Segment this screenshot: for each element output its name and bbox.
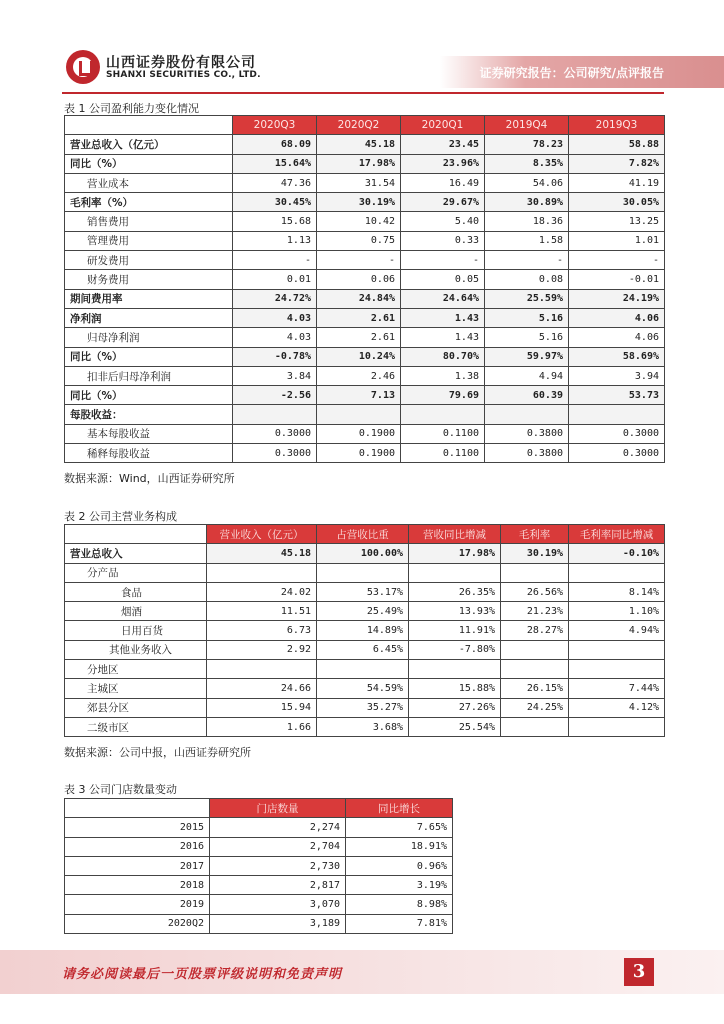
- page-number: 3: [624, 958, 654, 986]
- table-cell: 3,189: [210, 914, 346, 933]
- column-header: 毛利率: [501, 525, 569, 544]
- table-cell: 18.91%: [346, 837, 453, 856]
- row-label: 营业成本: [65, 173, 233, 192]
- row-label: 2017: [65, 856, 210, 875]
- row-label: 日用百货: [65, 621, 207, 640]
- table-row: [65, 328, 665, 347]
- row-label: 2019: [65, 895, 210, 914]
- table2-body: [65, 544, 665, 737]
- table-row: [65, 212, 665, 231]
- table-cell: 0.3800: [485, 424, 569, 443]
- table-cell: 1.43: [401, 308, 485, 327]
- table-cell: 6.73: [207, 621, 317, 640]
- table-cell: [501, 563, 569, 582]
- table-cell: 0.75: [317, 231, 401, 250]
- table3-caption: 表 3 公司门店数量变动: [64, 783, 177, 796]
- row-label: 同比（%）: [65, 347, 233, 366]
- table-cell: 23.45: [401, 135, 485, 154]
- row-label: 2018: [65, 876, 210, 895]
- table-cell: 5.16: [485, 308, 569, 327]
- table-cell: 29.67%: [401, 193, 485, 212]
- table-cell: 2,730: [210, 856, 346, 875]
- table-cell: 30.45%: [233, 193, 317, 212]
- column-header: 2019Q3: [569, 116, 665, 135]
- header-blank-cell: [65, 525, 207, 544]
- table-row: [65, 602, 665, 621]
- table-cell: 25.49%: [317, 602, 409, 621]
- table-cell: 26.56%: [501, 582, 569, 601]
- table-cell: 24.02: [207, 582, 317, 601]
- row-label: 2020Q2: [65, 914, 210, 933]
- table-cell: 1.66: [207, 717, 317, 736]
- table-cell: -: [401, 251, 485, 270]
- table-cell: [485, 405, 569, 424]
- row-label: 净利润: [65, 308, 233, 327]
- column-header: 门店数量: [210, 799, 346, 818]
- table-cell: 4.03: [233, 308, 317, 327]
- table-cell: 13.25: [569, 212, 665, 231]
- table-cell: 0.1900: [317, 424, 401, 443]
- table-row: [65, 660, 665, 679]
- company-name-en: SHANXI SECURITIES CO., LTD.: [106, 70, 261, 80]
- table-cell: [569, 660, 665, 679]
- table-cell: [569, 563, 665, 582]
- table-cell: 25.59%: [485, 289, 569, 308]
- table-cell: 5.40: [401, 212, 485, 231]
- table-cell: 3,070: [210, 895, 346, 914]
- table-cell: 31.54: [317, 173, 401, 192]
- table-cell: 3.94: [569, 366, 665, 385]
- table-cell: 4.94%: [569, 621, 665, 640]
- table-cell: 21.23%: [501, 602, 569, 621]
- table-cell: 60.39: [485, 386, 569, 405]
- table-cell: -7.80%: [409, 640, 501, 659]
- table-cell: 24.64%: [401, 289, 485, 308]
- column-header: 占营收比重: [317, 525, 409, 544]
- profitability-table: [64, 115, 665, 463]
- table-cell: 18.36: [485, 212, 569, 231]
- table-cell: 23.96%: [401, 154, 485, 173]
- row-label: 稀释每股收益: [65, 444, 233, 463]
- row-label: 研发费用: [65, 251, 233, 270]
- table-cell: 47.36: [233, 173, 317, 192]
- table-cell: 0.96%: [346, 856, 453, 875]
- table-row: [65, 386, 665, 405]
- table-cell: 1.10%: [569, 602, 665, 621]
- company-logo-icon: [66, 50, 100, 84]
- company-name-cn: 山西证券股份有限公司: [106, 55, 256, 71]
- table-cell: 1.38: [401, 366, 485, 385]
- table3-header-row: [65, 799, 453, 818]
- table-cell: -: [233, 251, 317, 270]
- table-cell: 4.12%: [569, 698, 665, 717]
- table-cell: 1.43: [401, 328, 485, 347]
- table-row: [65, 837, 453, 856]
- page-header: [0, 0, 724, 96]
- table-cell: -0.78%: [233, 347, 317, 366]
- table-cell: 53.73: [569, 386, 665, 405]
- table2-source: 数据来源：公司中报，山西证券研究所: [64, 746, 251, 759]
- table-cell: 1.58: [485, 231, 569, 250]
- table-row: [65, 154, 665, 173]
- row-label: 财务费用: [65, 270, 233, 289]
- table-cell: 0.06: [317, 270, 401, 289]
- table-cell: 45.18: [317, 135, 401, 154]
- row-label: 郊县分区: [65, 698, 207, 717]
- table-row: [65, 621, 665, 640]
- table-cell: 15.68: [233, 212, 317, 231]
- table-cell: 30.05%: [569, 193, 665, 212]
- table-cell: 24.66: [207, 679, 317, 698]
- row-label: 每股收益：: [65, 405, 233, 424]
- table-cell: -: [569, 251, 665, 270]
- table-cell: 80.70%: [401, 347, 485, 366]
- table-cell: 11.91%: [409, 621, 501, 640]
- row-label: 主城区: [65, 679, 207, 698]
- column-header: 营收同比增减: [409, 525, 501, 544]
- table-cell: [569, 405, 665, 424]
- table-cell: 68.09: [233, 135, 317, 154]
- disclaimer-text: 请务必阅读最后一页股票评级说明和免责声明: [62, 967, 343, 982]
- table-cell: 25.54%: [409, 717, 501, 736]
- table-cell: 10.24%: [317, 347, 401, 366]
- table-cell: 28.27%: [501, 621, 569, 640]
- table-cell: [569, 717, 665, 736]
- table-cell: [317, 660, 409, 679]
- table-cell: 2.61: [317, 308, 401, 327]
- table-cell: 41.19: [569, 173, 665, 192]
- row-label: 期间费用率: [65, 289, 233, 308]
- table-row: [65, 366, 665, 385]
- table-cell: 8.98%: [346, 895, 453, 914]
- table-row: [65, 405, 665, 424]
- table-row: [65, 679, 665, 698]
- table1-caption: 表 1 公司盈利能力变化情况: [64, 102, 199, 115]
- table2-header-row: [65, 525, 665, 544]
- table-cell: 26.15%: [501, 679, 569, 698]
- table-cell: [409, 660, 501, 679]
- table-cell: [317, 563, 409, 582]
- table-row: [65, 347, 665, 366]
- table-row: [65, 193, 665, 212]
- table-cell: 11.51: [207, 602, 317, 621]
- table-cell: 35.27%: [317, 698, 409, 717]
- table-cell: 4.06: [569, 328, 665, 347]
- table-cell: 30.19%: [501, 544, 569, 563]
- table-cell: -: [317, 251, 401, 270]
- table-cell: 0.08: [485, 270, 569, 289]
- table-row: [65, 173, 665, 192]
- table-cell: 1.13: [233, 231, 317, 250]
- row-label: 销售费用: [65, 212, 233, 231]
- table-cell: 6.45%: [317, 640, 409, 659]
- table-cell: [207, 660, 317, 679]
- table-cell: 3.84: [233, 366, 317, 385]
- table-cell: 24.19%: [569, 289, 665, 308]
- table-cell: 100.00%: [317, 544, 409, 563]
- table-cell: 2,274: [210, 818, 346, 837]
- table-row: [65, 424, 665, 443]
- table-cell: 45.18: [207, 544, 317, 563]
- table-cell: 58.88: [569, 135, 665, 154]
- table-cell: [569, 640, 665, 659]
- row-label: 分产品: [65, 563, 207, 582]
- table-cell: 59.97%: [485, 347, 569, 366]
- table-cell: 17.98%: [317, 154, 401, 173]
- table-row: [65, 717, 665, 736]
- table-cell: 0.3000: [569, 424, 665, 443]
- table-cell: [317, 405, 401, 424]
- table3-body: [65, 818, 453, 934]
- table-row: [65, 582, 665, 601]
- table-cell: 7.81%: [346, 914, 453, 933]
- table-cell: 10.42: [317, 212, 401, 231]
- table-cell: 0.3000: [569, 444, 665, 463]
- table-cell: 0.1100: [401, 424, 485, 443]
- row-label: 2015: [65, 818, 210, 837]
- table-cell: 5.16: [485, 328, 569, 347]
- row-label: 2016: [65, 837, 210, 856]
- table-cell: 54.59%: [317, 679, 409, 698]
- table-cell: 7.82%: [569, 154, 665, 173]
- table-cell: 7.13: [317, 386, 401, 405]
- table-cell: [207, 563, 317, 582]
- header-blank-cell: [65, 116, 233, 135]
- row-label: 分地区: [65, 660, 207, 679]
- table-cell: 30.89%: [485, 193, 569, 212]
- table-cell: [401, 405, 485, 424]
- column-header: 2020Q3: [233, 116, 317, 135]
- table-cell: 24.72%: [233, 289, 317, 308]
- table-cell: 0.3000: [233, 424, 317, 443]
- table-row: [65, 914, 453, 933]
- table-cell: 8.14%: [569, 582, 665, 601]
- table-row: [65, 444, 665, 463]
- table-row: [65, 544, 665, 563]
- report-type-label: 证券研究报告：公司研究/点评报告: [479, 66, 664, 80]
- table-cell: 13.93%: [409, 602, 501, 621]
- table-cell: -2.56: [233, 386, 317, 405]
- table-cell: 2,817: [210, 876, 346, 895]
- table-row: [65, 135, 665, 154]
- table-cell: 0.1900: [317, 444, 401, 463]
- table-cell: 14.89%: [317, 621, 409, 640]
- table-cell: 16.49: [401, 173, 485, 192]
- table-cell: 24.84%: [317, 289, 401, 308]
- page-footer: [0, 950, 724, 994]
- table-cell: 0.01: [233, 270, 317, 289]
- table-cell: 2.61: [317, 328, 401, 347]
- table-cell: 2.92: [207, 640, 317, 659]
- row-label: 毛利率（%）: [65, 193, 233, 212]
- table1-body: [65, 135, 665, 463]
- table-row: [65, 895, 453, 914]
- table-cell: 2,704: [210, 837, 346, 856]
- table-cell: 0.1100: [401, 444, 485, 463]
- table-cell: [233, 405, 317, 424]
- table-cell: 3.68%: [317, 717, 409, 736]
- row-label: 管理费用: [65, 231, 233, 250]
- table-cell: 53.17%: [317, 582, 409, 601]
- table-row: [65, 289, 665, 308]
- table-cell: 58.69%: [569, 347, 665, 366]
- column-header: 毛利率同比增减: [569, 525, 665, 544]
- row-label: 营业总收入: [65, 544, 207, 563]
- table2-caption: 表 2 公司主营业务构成: [64, 510, 177, 523]
- table-cell: 24.25%: [501, 698, 569, 717]
- business-composition-table: [64, 524, 665, 737]
- table-cell: 15.94: [207, 698, 317, 717]
- table-cell: [501, 640, 569, 659]
- row-label: 同比（%）: [65, 154, 233, 173]
- table-cell: 15.88%: [409, 679, 501, 698]
- table-cell: 2.46: [317, 366, 401, 385]
- table-cell: 78.23: [485, 135, 569, 154]
- row-label: 基本每股收益: [65, 424, 233, 443]
- table-row: [65, 308, 665, 327]
- column-header: 2020Q2: [317, 116, 401, 135]
- row-label: 同比（%）: [65, 386, 233, 405]
- table-cell: 15.64%: [233, 154, 317, 173]
- column-header: 2019Q4: [485, 116, 569, 135]
- table-cell: 4.03: [233, 328, 317, 347]
- table-cell: 0.3800: [485, 444, 569, 463]
- store-count-table: [64, 798, 453, 934]
- column-header: 营业收入（亿元）: [207, 525, 317, 544]
- table-cell: 30.19%: [317, 193, 401, 212]
- table-cell: 54.06: [485, 173, 569, 192]
- table-row: [65, 818, 453, 837]
- row-label: 扣非后归母净利润: [65, 366, 233, 385]
- table-cell: [501, 660, 569, 679]
- column-header: 同比增长: [346, 799, 453, 818]
- table-row: [65, 270, 665, 289]
- table-cell: -0.10%: [569, 544, 665, 563]
- table-cell: [409, 563, 501, 582]
- table-cell: -0.01: [569, 270, 665, 289]
- table-cell: 3.19%: [346, 876, 453, 895]
- table-row: [65, 856, 453, 875]
- row-label: 归母净利润: [65, 328, 233, 347]
- table-cell: [501, 717, 569, 736]
- table-row: [65, 698, 665, 717]
- table-row: [65, 640, 665, 659]
- table1-source: 数据来源：Wind，山西证券研究所: [64, 472, 235, 485]
- report-type-band: [440, 56, 724, 88]
- table-cell: 7.65%: [346, 818, 453, 837]
- table-row: [65, 231, 665, 250]
- header-blank-cell: [65, 799, 210, 818]
- table-cell: 0.3000: [233, 444, 317, 463]
- table-cell: 0.33: [401, 231, 485, 250]
- table-row: [65, 563, 665, 582]
- column-header: 2020Q1: [401, 116, 485, 135]
- table-cell: 27.26%: [409, 698, 501, 717]
- table-row: [65, 251, 665, 270]
- header-divider: [62, 92, 664, 94]
- table-cell: 7.44%: [569, 679, 665, 698]
- row-label: 二级市区: [65, 717, 207, 736]
- table-cell: 8.35%: [485, 154, 569, 173]
- table-cell: 4.94: [485, 366, 569, 385]
- table-cell: 79.69: [401, 386, 485, 405]
- row-label: 营业总收入（亿元）: [65, 135, 233, 154]
- table-cell: 17.98%: [409, 544, 501, 563]
- row-label: 烟酒: [65, 602, 207, 621]
- table-cell: 26.35%: [409, 582, 501, 601]
- table-row: [65, 876, 453, 895]
- row-label: 其他业务收入: [65, 640, 207, 659]
- row-label: 食品: [65, 582, 207, 601]
- table-cell: 1.01: [569, 231, 665, 250]
- table1-header-row: [65, 116, 665, 135]
- table-cell: -: [485, 251, 569, 270]
- table-cell: 4.06: [569, 308, 665, 327]
- table-cell: 0.05: [401, 270, 485, 289]
